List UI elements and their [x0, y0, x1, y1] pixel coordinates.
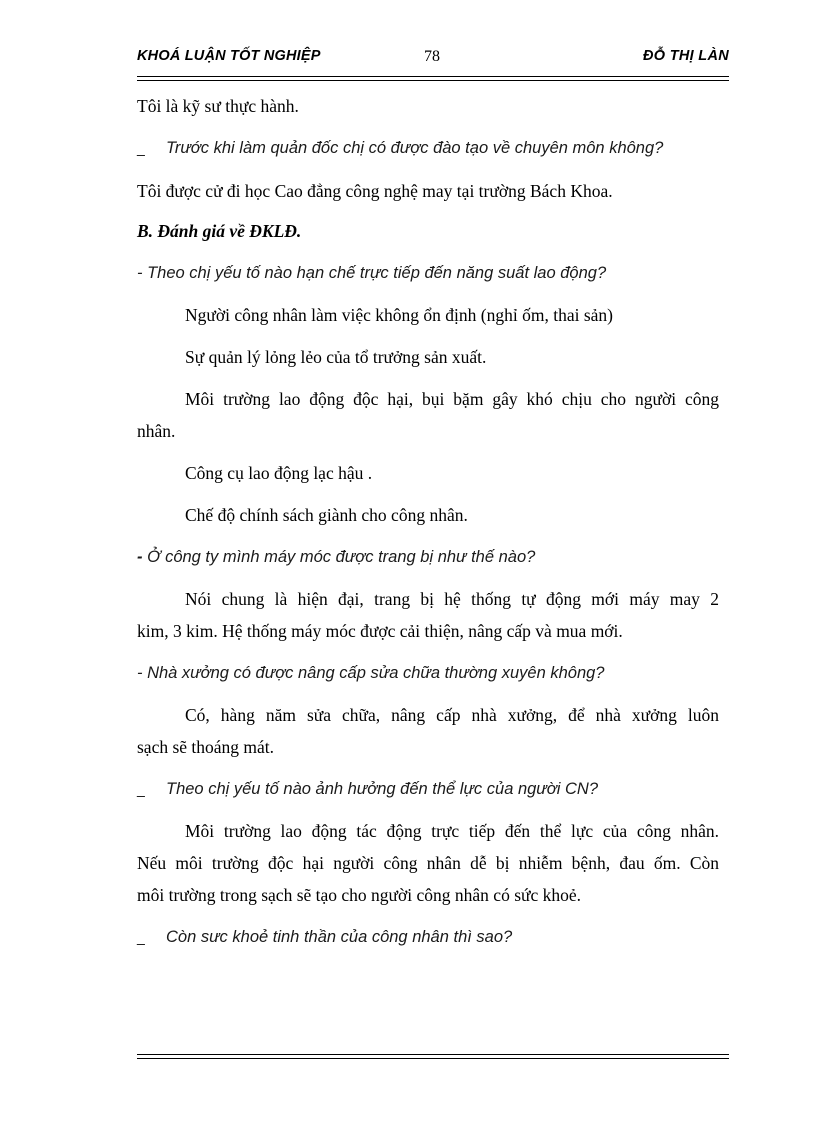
answer-2-item-2: Sự quản lý lỏng lẻo của tổ trưởng sản xuất.: [185, 347, 487, 367]
answer-5-line-3: môi trường trong sạch sẽ tạo cho người công nhân có sức khoẻ.: [137, 885, 582, 905]
answer-3-line-2: kim, 3 kim. Hệ thống máy móc được cải thiện, nâng cấp và mua mới.: [137, 621, 623, 641]
question-3-dash: -: [137, 548, 148, 566]
answer-2-item-4: Công cụ lao động lạc hậu .: [185, 463, 373, 483]
answer-line: Tôi là kỹ sư thực hành.: [137, 96, 299, 116]
thesis-title: KHOÁ LUẬN TỐT NGHIỆP: [137, 48, 321, 64]
page-header: [137, 48, 729, 70]
answer-4-line-1: Có, hàng năm sửa chữa, nâng cấp nhà xưởng, để nhà xưởng luôn: [185, 705, 719, 725]
question-3-text: Ở công ty mình máy móc được trang bị như thế nào?: [147, 548, 536, 566]
answer-5-line-1: Môi trường lao động tác động trực tiếp đến thể lực của công nhân.: [185, 821, 719, 841]
footer-rule-bottom: [137, 1058, 729, 1059]
author-name: ĐỖ THỊ LÀN: [643, 48, 729, 64]
question-1: Trước khi làm quản đốc chị có được đào tạo về chuyên môn không?: [166, 139, 664, 157]
bullet-mark: _: [137, 140, 145, 156]
answer-5-line-2: Nếu môi trường độc hại người công nhân dễ bị nhiễm bệnh, đau ốm. Còn: [137, 853, 719, 873]
question-5: Theo chị yếu tố nào ảnh hưởng đến thể lực của người CN?: [166, 780, 598, 798]
question-4: - Nhà xưởng có được nâng cấp sửa chữa thường xuyên không?: [137, 664, 605, 682]
question-3: [137, 541, 719, 573]
section-heading: B. Đánh giá về ĐKLĐ.: [137, 221, 302, 241]
question-6: Còn sưc khoẻ tinh thần của công nhân thì sao?: [166, 928, 513, 946]
answer-2-item-3-line-2: nhân.: [137, 421, 176, 441]
answer-3-line-1: Nói chung là hiện đại, trang bị hệ thống tự động mới máy may 2: [185, 589, 719, 609]
bullet-mark: _: [137, 781, 145, 797]
answer-2-item-3-line-1: Môi trường lao động độc hại, bụi bặm gây khó chịu cho người công: [185, 389, 719, 409]
question-2: - Theo chị yếu tố nào hạn chế trực tiếp đến năng suất lao động?: [137, 264, 607, 282]
footer-rule-top: [137, 1054, 729, 1055]
bullet-mark: _: [137, 929, 145, 945]
page-number: 78: [424, 48, 440, 65]
header-rule-top: [137, 76, 729, 77]
header-rule-bottom: [137, 80, 729, 81]
answer-1: Tôi được cử đi học Cao đẳng công nghệ may tại trường Bách Khoa.: [137, 181, 613, 201]
answer-2-item-1: Người công nhân làm việc không ổn định (nghỉ ốm, thai sản): [185, 305, 613, 325]
answer-2-item-5: Chế độ chính sách giành cho công nhân.: [185, 505, 468, 525]
answer-4-line-2: sạch sẽ thoáng mát.: [137, 737, 275, 757]
